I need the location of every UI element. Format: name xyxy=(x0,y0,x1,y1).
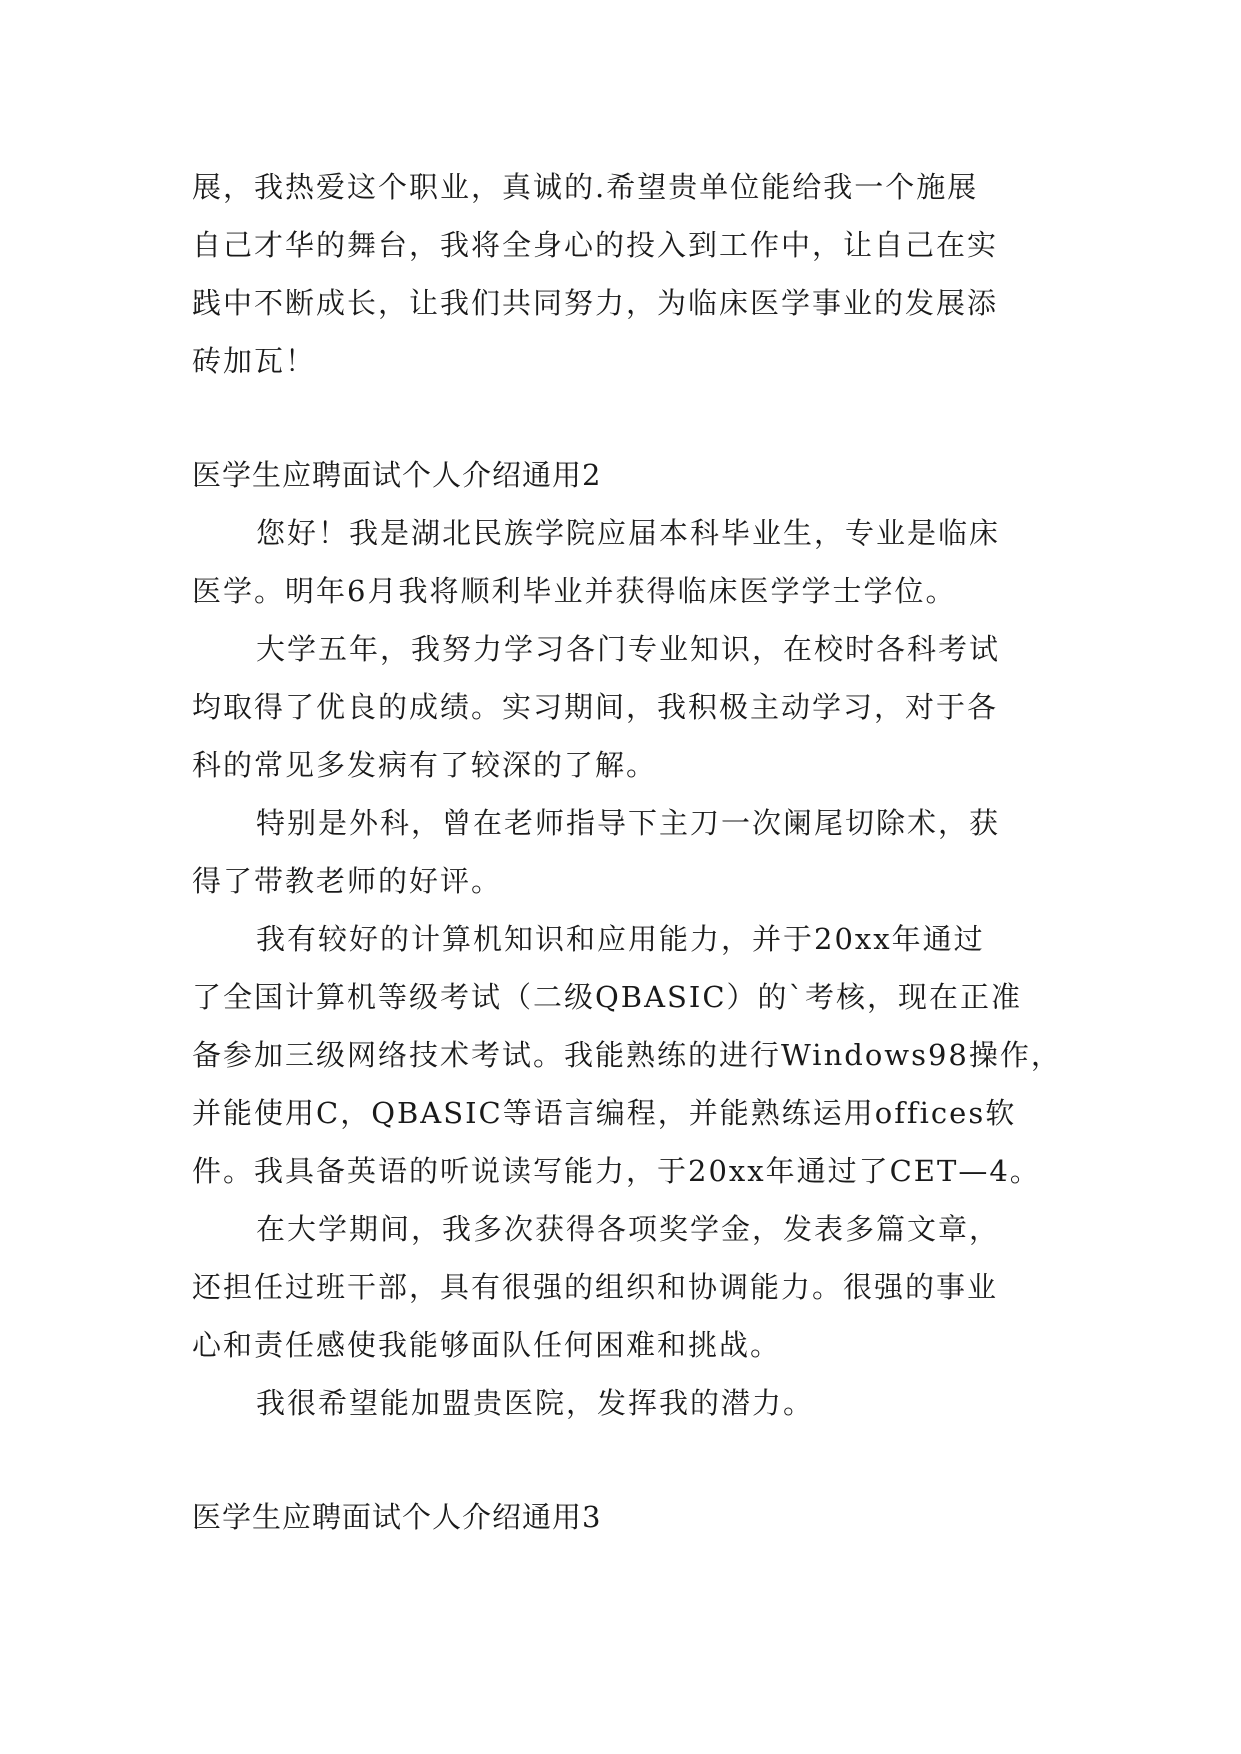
text-line: 件。我具备英语的听说读写能力，于20xx年通过了CET—4。 xyxy=(192,1154,1041,1188)
document-body xyxy=(192,158,1062,1546)
text-line: 我很希望能加盟贵医院，发挥我的潜力。 xyxy=(256,1386,815,1420)
text-line: 心和责任感使我能够面队任何困难和挑战。 xyxy=(192,1328,782,1362)
text-line: 大学五年，我努力学习各门专业知识，在校时各科考试 xyxy=(256,632,1001,666)
section-2-paragraph-2 xyxy=(192,620,1052,794)
section-2-paragraph-6 xyxy=(192,1374,1052,1432)
text-line: 科的常见多发病有了较深的了解。 xyxy=(192,748,658,782)
section-2-paragraph-4 xyxy=(192,910,1062,1200)
text-line: 特别是外科，曾在老师指导下主刀一次阑尾切除术，获 xyxy=(256,806,1001,840)
text-line: 了全国计算机等级考试（二级QBASIC）的`考核，现在正准 xyxy=(192,980,1023,1014)
section-2-paragraph-1 xyxy=(192,504,1052,620)
text-line: 均取得了优良的成绩。实习期间，我积极主动学习，对于各 xyxy=(192,690,999,724)
section-3-title: 医学生应聘面试个人介绍通用3 xyxy=(192,1500,602,1534)
text-line: 自己才华的舞台，我将全身心的投入到工作中，让自己在实 xyxy=(192,228,999,262)
text-line: 践中不断成长，让我们共同努力，为临床医学事业的发展添 xyxy=(192,286,999,320)
text-line: 备参加三级网络技术考试。我能熟练的进行Windows98操作， xyxy=(192,1038,1062,1072)
text-line: 得了带教老师的好评。 xyxy=(192,864,503,898)
section-spacer xyxy=(192,390,1052,446)
text-line: 并能使用C，QBASIC等语言编程，并能熟练运用offices软 xyxy=(192,1096,1017,1130)
text-line: 砖加瓦！ xyxy=(192,344,317,378)
intro-paragraph xyxy=(192,158,1052,390)
text-line: 展，我热爱这个职业，真诚的.希望贵单位能给我一个施展 xyxy=(192,170,979,204)
text-line: 您好！我是湖北民族学院应届本科毕业生，专业是临床 xyxy=(256,516,1001,550)
section-2-paragraph-3 xyxy=(192,794,1052,910)
section-2-paragraph-5 xyxy=(192,1200,1052,1374)
text-line: 医学。明年6月我将顺利毕业并获得临床医学学士学位。 xyxy=(192,574,957,608)
text-line: 我有较好的计算机知识和应用能力，并于20xx年通过 xyxy=(256,922,985,956)
text-line: 在大学期间，我多次获得各项奖学金，发表多篇文章， xyxy=(256,1212,1001,1246)
text-line: 还担任过班干部，具有很强的组织和协调能力。很强的事业 xyxy=(192,1270,999,1304)
section-2-title: 医学生应聘面试个人介绍通用2 xyxy=(192,458,602,492)
section-spacer xyxy=(192,1432,1052,1488)
